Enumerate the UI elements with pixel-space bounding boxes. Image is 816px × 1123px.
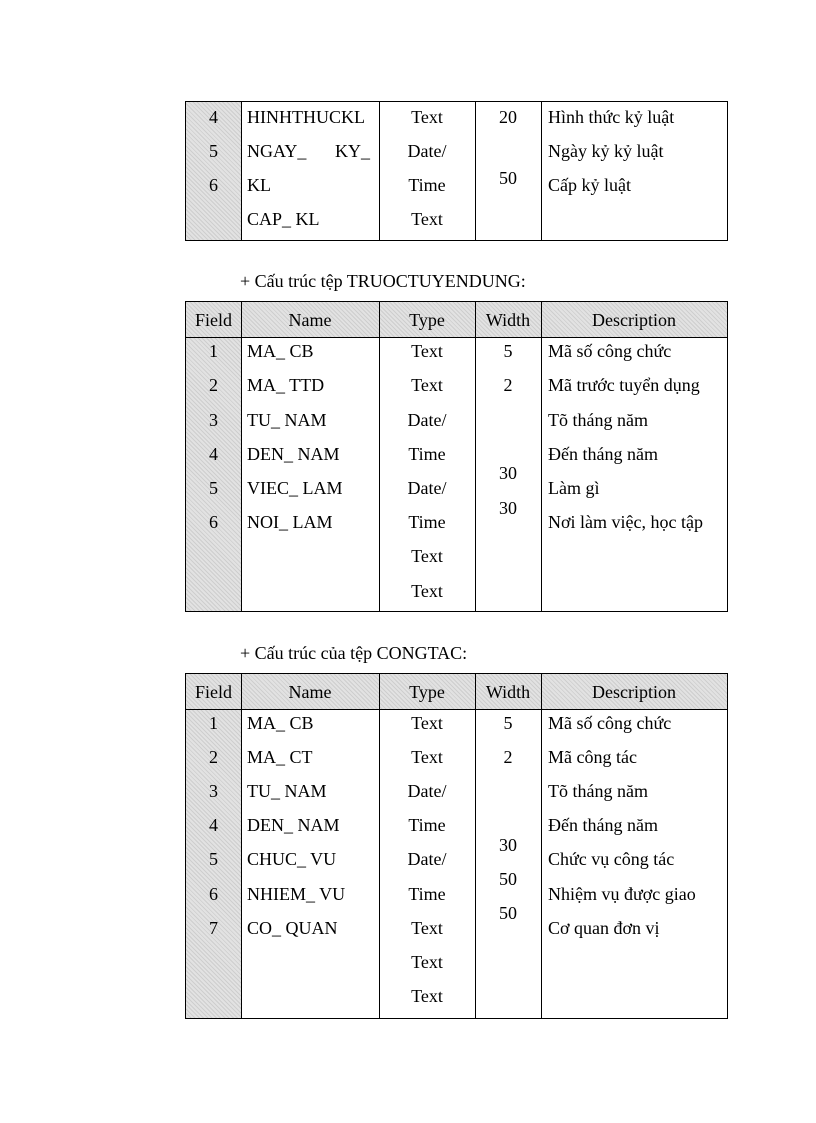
header-width: Width: [485, 682, 531, 702]
field-name: CAP_ KL: [247, 209, 320, 229]
field-width: 50: [499, 168, 517, 188]
header-name: Name: [288, 310, 332, 330]
field-name: VIEC_ LAM: [247, 478, 343, 498]
field-number: 5: [209, 141, 218, 161]
field-number: 1: [209, 713, 218, 733]
header-type: Type: [409, 682, 445, 702]
field-type: Text: [411, 546, 443, 566]
field-number: 6: [209, 884, 218, 904]
header-field: Field: [194, 310, 232, 330]
field-type: Text: [411, 107, 443, 127]
field-name: DEN_ NAM: [247, 815, 340, 835]
field-width: 50: [499, 869, 517, 889]
field-number: 4: [209, 815, 218, 835]
field-number: 3: [209, 410, 218, 430]
field-number: 4: [209, 444, 218, 464]
field-description: Ngày kỷ kỷ luật: [548, 141, 664, 161]
field-width: 50: [499, 903, 517, 923]
field-description: Cấp kỷ luật: [548, 175, 631, 195]
field-width: 20: [499, 107, 517, 127]
table-kyluat-continued: [185, 101, 728, 241]
header-field: Field: [194, 682, 232, 702]
field-number: 7: [209, 918, 218, 938]
field-type: Text: [411, 341, 443, 361]
field-type: Text: [411, 713, 443, 733]
field-width: 2: [503, 375, 513, 395]
field-type: Date/: [407, 849, 447, 869]
header-description: Description: [592, 682, 676, 702]
field-number: 5: [209, 849, 218, 869]
field-number: 2: [209, 375, 218, 395]
field-name: MA_ CB: [247, 341, 314, 361]
field-width: 2: [503, 747, 513, 767]
field-number: 1: [209, 341, 218, 361]
field-type: Date/: [407, 781, 447, 801]
field-number: 5: [209, 478, 218, 498]
table-congtac: [185, 673, 728, 1019]
field-type: Text: [411, 986, 443, 1006]
field-number: 6: [209, 512, 218, 532]
header-name: Name: [288, 682, 332, 702]
header-width: Width: [485, 310, 531, 330]
field-description: Làm gì: [548, 478, 600, 498]
field-type: Date/: [407, 141, 447, 161]
field-description: Hình thức kỷ luật: [548, 107, 675, 127]
field-name: MA_ CT: [247, 747, 313, 767]
field-name: CHUC_ VU: [247, 849, 337, 869]
field-description: Tõ tháng năm: [548, 410, 648, 430]
field-description: Đến tháng năm: [548, 444, 658, 464]
field-description: Cơ quan đơn vị: [548, 918, 660, 938]
field-description: Tõ tháng năm: [548, 781, 648, 801]
field-width: 30: [499, 498, 517, 518]
field-type: Text: [411, 209, 443, 229]
field-type: Time: [408, 444, 446, 464]
field-description: Chức vụ công tác: [548, 849, 675, 869]
field-number: 6: [209, 175, 218, 195]
field-name: CO_ QUAN: [247, 918, 338, 938]
field-number: 4: [209, 107, 218, 127]
section-caption-truoctuyendung: + Cấu trúc tệp TRUOCTUYENDUNG:: [240, 271, 526, 291]
field-name: NHIEM_ VU: [247, 884, 346, 904]
field-description: Mã số công chức: [548, 713, 672, 733]
field-number: 2: [209, 747, 218, 767]
field-name: HINHTHUCKL: [247, 107, 365, 127]
field-type: Text: [411, 375, 443, 395]
field-type: Time: [408, 815, 446, 835]
field-type: Text: [411, 952, 443, 972]
field-description: Nhiệm vụ được giao: [548, 884, 696, 904]
field-name: MA_ TTD: [247, 375, 325, 395]
field-width: 30: [499, 835, 517, 855]
field-type: Text: [411, 747, 443, 767]
field-description: Nơi làm việc, học tập: [548, 512, 703, 532]
field-type: Time: [408, 175, 446, 195]
field-description: Đến tháng năm: [548, 815, 658, 835]
field-name-split: NGAY_ KY_: [247, 141, 370, 161]
field-name: KL: [247, 175, 271, 195]
field-name: MA_ CB: [247, 713, 314, 733]
field-description: Mã số công chức: [548, 341, 672, 361]
header-description: Description: [592, 310, 676, 330]
field-width: 5: [503, 341, 513, 361]
header-type: Type: [409, 310, 445, 330]
field-type: Date/: [407, 478, 447, 498]
field-type: Time: [408, 512, 446, 532]
field-type: Text: [411, 581, 443, 601]
field-type: Text: [411, 918, 443, 938]
field-name: DEN_ NAM: [247, 444, 340, 464]
section-caption-congtac: + Cấu trúc của tệp CONGTAC:: [240, 643, 468, 663]
field-description: Mã trước tuyển dụng: [548, 375, 700, 395]
field-number: 3: [209, 781, 218, 801]
field-name: NOI_ LAM: [247, 512, 333, 532]
table-truoctuyendung: [185, 301, 728, 612]
field-type: Time: [408, 884, 446, 904]
field-name: TU_ NAM: [247, 410, 327, 430]
field-type: Date/: [407, 410, 447, 430]
field-width: 30: [499, 463, 517, 483]
field-name: TU_ NAM: [247, 781, 327, 801]
field-description: Mã công tác: [548, 747, 637, 767]
field-width: 5: [503, 713, 513, 733]
